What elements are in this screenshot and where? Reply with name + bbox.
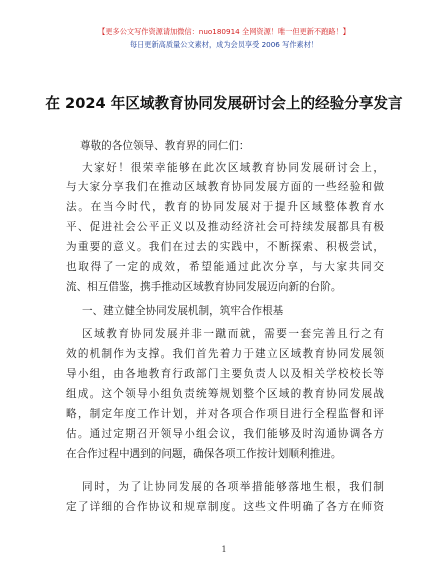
page-number: 1 (221, 545, 227, 554)
promo-banner-line-2: 每日更新高质量公文素材，成为会员享受 2006 写作素材！ (129, 40, 319, 49)
promo-banner-line-1: 【更多公文写作资源请加微信：nuo180914 全网资源！唯一但更新不跑路！】 (98, 27, 350, 36)
document-title: 在 2024 年区域教育协同发展研讨会上的经验分享发言 (45, 95, 403, 112)
body-line: 在合作过程中遇到的问题，确保各项工作按计划顺利推进。 (66, 448, 342, 460)
body-line: 与大家分享我们在推动区域教育协同发展方面的一些经验和做 (66, 181, 384, 193)
body-line: 效的机制作为支撑。我们首先着力于建立区域教育协同发展领 (66, 348, 384, 360)
body-line: 平、促进社会公平正义以及推动经济社会可持续发展都具有极 (66, 221, 384, 233)
body-line: 略，制定年度工作计划，并对各项合作项目进行全程监督和评 (66, 408, 384, 420)
body-line: 估。通过定期召开领导小组会议，我们能够及时沟通协调各方 (66, 428, 384, 440)
body-line: 也取得了一定的成效，希望能通过此次分享，与大家共同交 (66, 261, 384, 273)
body-line: 同时，为了让协同发展的各项举措能够落地生根，我们制 (82, 481, 384, 493)
body-line: 法。在当今时代，教育的协同发展对于提升区域整体教育水 (66, 201, 384, 213)
body-line: 区域教育协同发展并非一蹴而就，需要一套完善且行之有 (82, 328, 384, 340)
salutation: 尊敬的各位领导、教育界的同仁们： (80, 140, 250, 152)
body-line: 流、相互借鉴，携手推动区域教育协同发展迈向新的台阶。 (66, 281, 342, 293)
body-line: 组成。这个领导小组负责统筹规划整个区域的教育协同发展战 (66, 388, 384, 400)
body-line: 导小组，由各地教育行政部门主要负责人以及相关学校校长等 (66, 368, 384, 380)
body-line: 大家好！很荣幸能够在此次区域教育协同发展研讨会上， (82, 162, 384, 174)
section-heading: 一、建立健全协同发展机制，筑牢合作根基 (82, 305, 284, 317)
body-line: 定了详细的合作协议和规章制度。这些文件明确了各方在师资 (66, 501, 384, 513)
body-line: 为重要的意义。我们在过去的实践中，不断探索、积极尝试， (66, 241, 384, 253)
